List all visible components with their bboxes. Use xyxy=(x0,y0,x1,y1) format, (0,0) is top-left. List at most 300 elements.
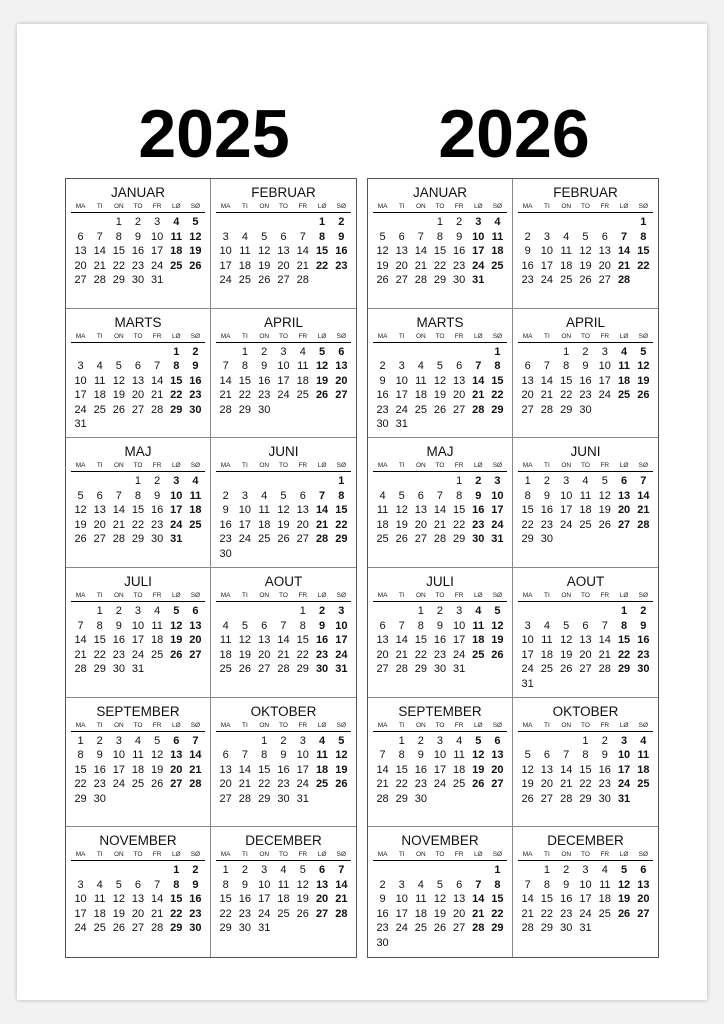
day-cell: 17 xyxy=(540,259,554,272)
weekday-label: TO xyxy=(435,592,445,599)
day-cell: 22 xyxy=(238,389,252,402)
empty-day-cell xyxy=(392,863,411,878)
weekday-label: TO xyxy=(581,851,590,859)
day-cell: 6 xyxy=(134,878,142,891)
week-row xyxy=(373,345,507,360)
day-cell: 6 xyxy=(319,864,326,877)
weekday-label: FR xyxy=(454,592,464,599)
weekday-label: MA xyxy=(522,462,533,470)
week-row xyxy=(216,648,351,663)
month-marts-2026 xyxy=(368,309,513,439)
day-cell: 2 xyxy=(640,605,647,617)
day-cell: 2 xyxy=(338,216,345,228)
day-cell: 9 xyxy=(192,360,199,373)
week-row xyxy=(518,345,653,360)
day-cell: 29 xyxy=(219,922,232,935)
weekday-label: SØ xyxy=(336,592,347,599)
weekday-label: TI xyxy=(544,462,550,470)
day-cell: 13 xyxy=(395,245,408,257)
week-row xyxy=(216,230,351,245)
weekday-label: TI xyxy=(242,203,248,210)
empty-day-cell xyxy=(167,792,186,807)
week-row xyxy=(373,244,507,259)
weekday-label: TO xyxy=(133,203,143,210)
weekday-label: TO xyxy=(133,851,143,859)
month-name: JUNI xyxy=(570,444,601,460)
day-cell: 12 xyxy=(112,374,125,387)
empty-day-cell xyxy=(186,273,205,288)
day-cell: 1 xyxy=(621,605,628,617)
weekday-label: SØ xyxy=(336,851,347,859)
day-cell: 5 xyxy=(601,475,608,488)
weekday-label: MA xyxy=(522,203,533,210)
day-cell: 3 xyxy=(475,216,482,228)
day-cell: 24 xyxy=(472,259,485,272)
day-cell: 25 xyxy=(189,518,202,531)
week-row xyxy=(216,604,351,619)
day-cell: 28 xyxy=(472,403,485,416)
day-cell: 15 xyxy=(540,893,554,906)
week-row xyxy=(373,648,507,663)
weekday-label: MA xyxy=(377,332,388,340)
week-row xyxy=(518,878,653,893)
weekday-label: TO xyxy=(133,462,143,470)
day-cell: 20 xyxy=(598,259,611,272)
day-cell: 11 xyxy=(415,374,427,387)
weekday-header xyxy=(373,462,507,472)
day-cell: 23 xyxy=(131,259,145,272)
day-cell: 26 xyxy=(560,663,573,675)
day-cell: 8 xyxy=(494,878,501,891)
day-cell: 28 xyxy=(238,792,252,805)
day-cell: 10 xyxy=(395,374,408,387)
day-cell: 8 xyxy=(494,360,501,373)
day-cell: 30 xyxy=(540,533,554,546)
day-cell: 5 xyxy=(563,619,570,632)
day-cell: 16 xyxy=(579,374,592,387)
day-cell: 24 xyxy=(219,274,232,286)
day-cell: 4 xyxy=(543,619,550,632)
empty-day-cell xyxy=(71,215,90,230)
week-row xyxy=(518,604,653,619)
day-cell: 25 xyxy=(579,518,592,531)
empty-day-cell xyxy=(128,863,147,878)
day-cell: 10 xyxy=(296,749,309,762)
week-row xyxy=(71,503,205,518)
weekday-label: SØ xyxy=(638,203,649,210)
day-cell: 28 xyxy=(414,274,427,286)
month-name: MARTS xyxy=(416,314,464,330)
day-cell: 2 xyxy=(582,345,589,358)
day-cell: 23 xyxy=(238,907,252,920)
empty-day-cell xyxy=(71,863,90,878)
day-cell: 2 xyxy=(417,734,424,747)
day-cell: 15 xyxy=(219,893,232,906)
day-cell: 7 xyxy=(77,619,84,632)
day-cell: 6 xyxy=(379,619,386,632)
day-cell: 13 xyxy=(277,245,290,257)
week-row xyxy=(71,532,205,547)
day-cell: 21 xyxy=(93,259,106,272)
day-cell: 14 xyxy=(617,245,631,257)
day-cell: 11 xyxy=(297,360,309,373)
month-name: MAJ xyxy=(124,444,152,460)
day-cell: 25 xyxy=(258,533,271,546)
day-cell: 26 xyxy=(491,648,504,661)
day-cell: 21 xyxy=(472,389,485,402)
day-cell: 9 xyxy=(640,619,647,632)
day-cell: 8 xyxy=(319,230,326,243)
weekday-label: FR xyxy=(454,203,464,210)
day-cell: 8 xyxy=(77,749,84,762)
day-cell: 20 xyxy=(296,518,309,531)
day-cell: 23 xyxy=(93,778,106,791)
empty-day-cell xyxy=(392,936,411,951)
day-cell: 12 xyxy=(376,245,389,257)
day-cell: 22 xyxy=(491,389,504,402)
day-cell: 1 xyxy=(563,345,570,358)
empty-day-cell xyxy=(148,863,167,878)
weekday-label: SØ xyxy=(638,592,649,599)
day-cell: 16 xyxy=(376,907,389,920)
month-januar-2025 xyxy=(66,179,211,309)
empty-day-cell xyxy=(450,792,469,807)
day-cell: 31 xyxy=(151,274,164,286)
weekday-label: TI xyxy=(544,332,550,340)
day-cell: 21 xyxy=(395,648,408,661)
day-cell: 21 xyxy=(277,648,290,661)
day-cell: 27 xyxy=(540,792,554,805)
day-cell: 1 xyxy=(134,475,142,488)
weekday-label: SØ xyxy=(492,462,503,470)
weekday-label: TO xyxy=(581,332,590,340)
week-row xyxy=(71,417,205,432)
week-row xyxy=(216,273,351,288)
day-cell: 24 xyxy=(579,907,592,920)
week-row xyxy=(518,503,653,518)
week-row xyxy=(373,921,507,936)
weekday-label: LØ xyxy=(171,721,181,729)
day-cell: 10 xyxy=(560,489,573,502)
weekday-header xyxy=(216,333,351,343)
week-row xyxy=(373,273,507,288)
day-cell: 8 xyxy=(436,230,444,243)
day-cell: 7 xyxy=(398,619,405,632)
day-cell: 4 xyxy=(280,864,287,877)
day-cell: 23 xyxy=(637,648,650,661)
day-cell: 28 xyxy=(376,792,389,805)
weekday-label: TI xyxy=(96,203,103,210)
empty-day-cell xyxy=(595,921,614,936)
day-cell: 12 xyxy=(433,374,447,387)
day-cell: 22 xyxy=(637,259,650,272)
day-cell: 1 xyxy=(77,734,84,747)
day-cell: 23 xyxy=(112,648,125,661)
day-cell: 1 xyxy=(173,864,180,877)
weekday-label: SØ xyxy=(492,851,503,859)
day-cell: 26 xyxy=(258,274,271,286)
day-cell: 19 xyxy=(238,648,252,661)
day-cell: 27 xyxy=(219,792,232,805)
weekday-label: TI xyxy=(398,721,405,729)
day-cell: 6 xyxy=(456,360,463,373)
day-cell: 7 xyxy=(299,230,306,243)
empty-day-cell xyxy=(216,604,235,619)
weekday-header xyxy=(373,592,507,602)
weekday-label: LØ xyxy=(317,592,327,599)
day-cell: 8 xyxy=(96,619,103,632)
day-cell: 30 xyxy=(189,922,202,935)
week-row xyxy=(518,273,653,288)
day-cell: 20 xyxy=(453,907,466,920)
month-name: JANUAR xyxy=(110,185,165,200)
week-row xyxy=(216,547,351,562)
day-cell: 6 xyxy=(261,619,268,632)
week-row xyxy=(518,892,653,907)
weekday-label: MA xyxy=(75,592,86,599)
weekday-label: MA xyxy=(522,721,533,729)
weekday-label: TI xyxy=(398,592,405,599)
day-cell: 25 xyxy=(414,922,427,935)
day-cell: 2 xyxy=(436,605,444,617)
day-cell: 14 xyxy=(472,893,485,906)
week-row xyxy=(216,359,351,374)
week-row xyxy=(71,748,205,763)
day-cell: 20 xyxy=(637,893,650,906)
empty-day-cell xyxy=(430,474,449,489)
empty-day-cell xyxy=(614,921,633,936)
week-row xyxy=(518,474,653,489)
week-row xyxy=(71,345,205,360)
day-cell: 2 xyxy=(379,878,386,891)
day-cell: 17 xyxy=(491,504,504,517)
day-cell: 15 xyxy=(296,634,309,646)
weekday-label: SØ xyxy=(492,592,503,599)
day-cell: 29 xyxy=(491,922,504,935)
day-cell: 10 xyxy=(74,374,87,387)
day-cell: 5 xyxy=(280,489,287,502)
month-maj-2025 xyxy=(66,438,211,568)
day-cell: 12 xyxy=(315,360,329,373)
weekday-label: FR xyxy=(454,851,464,859)
empty-day-cell xyxy=(488,936,507,951)
day-cell: 29 xyxy=(170,403,183,416)
weekday-label: ON xyxy=(561,721,572,729)
day-cell: 23 xyxy=(453,259,466,272)
day-cell: 10 xyxy=(170,489,183,502)
week-row xyxy=(71,648,205,663)
day-cell: 15 xyxy=(170,374,183,387)
day-cell: 29 xyxy=(131,533,145,546)
day-cell: 11 xyxy=(618,360,630,373)
day-cell: 12 xyxy=(112,893,125,906)
day-cell: 10 xyxy=(335,619,348,632)
weekday-label: LØ xyxy=(473,721,483,729)
empty-day-cell xyxy=(595,403,614,418)
week-row xyxy=(518,792,653,807)
weekday-label: LØ xyxy=(619,462,629,470)
week-row xyxy=(71,230,205,245)
day-cell: 10 xyxy=(472,230,485,243)
weekday-label: ON xyxy=(561,203,572,210)
week-row xyxy=(373,633,507,648)
day-cell: 6 xyxy=(77,230,84,243)
day-cell: 15 xyxy=(491,893,504,906)
weekday-label: FR xyxy=(298,462,308,470)
weekday-label: TO xyxy=(581,592,590,599)
day-cell: 11 xyxy=(277,878,290,891)
month-oktober-2025 xyxy=(211,698,356,828)
day-cell: 13 xyxy=(258,634,271,646)
weekday-label: SØ xyxy=(638,721,649,729)
week-row xyxy=(71,489,205,504)
day-cell: 9 xyxy=(475,489,482,502)
empty-day-cell xyxy=(557,532,576,547)
day-cell: 3 xyxy=(241,489,248,502)
empty-day-cell xyxy=(71,345,90,360)
day-cell: 23 xyxy=(277,778,290,791)
day-cell: 4 xyxy=(379,489,386,502)
day-cell: 21 xyxy=(598,648,611,661)
day-cell: 18 xyxy=(560,259,573,272)
day-cell: 24 xyxy=(560,518,573,531)
day-cell: 16 xyxy=(277,763,290,776)
empty-day-cell xyxy=(595,532,614,547)
empty-day-cell xyxy=(235,547,254,562)
empty-day-cell xyxy=(518,734,537,749)
day-cell: 24 xyxy=(491,518,504,531)
day-cell: 26 xyxy=(598,518,611,531)
weekday-header xyxy=(518,462,653,472)
day-cell: 4 xyxy=(417,878,424,891)
empty-day-cell xyxy=(469,417,488,432)
day-cell: 16 xyxy=(315,634,329,646)
day-cell: 18 xyxy=(637,763,650,776)
weekday-label: SØ xyxy=(638,462,649,470)
weekday-header xyxy=(71,592,205,602)
month-name: SEPTEMBER xyxy=(96,703,180,719)
day-cell: 13 xyxy=(131,893,145,906)
day-cell: 17 xyxy=(472,245,485,257)
day-cell: 23 xyxy=(579,389,592,402)
day-cell: 29 xyxy=(335,533,348,546)
weekday-label: SØ xyxy=(190,721,201,729)
day-cell: 24 xyxy=(112,778,125,791)
day-cell: 25 xyxy=(491,259,504,272)
day-cell: 7 xyxy=(601,619,608,632)
day-cell: 5 xyxy=(436,360,444,373)
day-cell: 19 xyxy=(472,763,485,776)
day-cell: 5 xyxy=(379,230,386,243)
day-cell: 23 xyxy=(189,907,202,920)
day-cell: 3 xyxy=(154,216,161,228)
day-cell: 18 xyxy=(414,389,427,402)
weekday-label: TO xyxy=(435,721,445,729)
day-cell: 7 xyxy=(621,230,628,243)
weekday-label: TI xyxy=(96,851,103,859)
day-cell: 2 xyxy=(222,489,229,502)
day-cell: 16 xyxy=(238,893,252,906)
day-cell: 23 xyxy=(376,403,389,416)
empty-day-cell xyxy=(293,921,312,936)
day-cell: 28 xyxy=(189,778,202,791)
day-cell: 16 xyxy=(540,504,554,517)
day-cell: 27 xyxy=(453,403,466,416)
day-cell: 11 xyxy=(453,749,465,762)
day-cell: 18 xyxy=(376,518,389,531)
empty-day-cell xyxy=(518,863,537,878)
week-row xyxy=(373,892,507,907)
day-cell: 17 xyxy=(335,634,348,646)
day-cell: 9 xyxy=(192,878,199,891)
day-cell: 8 xyxy=(398,749,405,762)
day-cell: 7 xyxy=(338,864,345,877)
empty-day-cell xyxy=(557,677,576,692)
week-row xyxy=(518,532,653,547)
day-cell: 17 xyxy=(598,374,611,387)
day-cell: 7 xyxy=(192,734,199,747)
day-cell: 28 xyxy=(93,274,106,286)
day-cell: 2 xyxy=(601,734,608,747)
day-cell: 2 xyxy=(115,605,122,617)
weekday-header xyxy=(373,722,507,732)
weekday-header xyxy=(518,722,653,732)
day-cell: 13 xyxy=(521,374,534,387)
day-cell: 30 xyxy=(112,663,125,675)
empty-day-cell xyxy=(312,547,331,562)
day-cell: 30 xyxy=(453,274,466,286)
month-name: JULI xyxy=(124,574,152,589)
day-cell: 3 xyxy=(563,475,570,488)
empty-day-cell xyxy=(128,345,147,360)
day-cell: 23 xyxy=(335,259,348,272)
day-cell: 11 xyxy=(637,749,650,762)
empty-day-cell xyxy=(167,417,186,432)
day-cell: 5 xyxy=(115,360,122,373)
empty-day-cell xyxy=(186,417,205,432)
week-row xyxy=(71,403,205,418)
empty-day-cell xyxy=(614,677,633,692)
day-cell: 3 xyxy=(299,734,306,747)
day-cell: 30 xyxy=(315,663,329,675)
day-cell: 17 xyxy=(74,907,87,920)
week-row xyxy=(71,273,205,288)
day-cell: 22 xyxy=(296,648,309,661)
day-cell: 25 xyxy=(598,907,611,920)
weekday-label: LØ xyxy=(619,721,629,729)
day-cell: 26 xyxy=(74,533,87,546)
day-cell: 2 xyxy=(241,864,248,877)
day-cell: 2 xyxy=(96,734,103,747)
day-cell: 19 xyxy=(617,893,631,906)
empty-day-cell xyxy=(430,792,449,807)
week-row xyxy=(216,532,351,547)
weekday-header xyxy=(216,592,351,602)
day-cell: 13 xyxy=(296,504,309,517)
weekday-label: FR xyxy=(454,332,464,340)
year-title-2026: 2026 xyxy=(438,96,590,172)
weekday-label: TI xyxy=(544,851,550,859)
day-cell: 26 xyxy=(521,792,534,805)
empty-day-cell xyxy=(312,273,331,288)
day-cell: 3 xyxy=(601,345,608,358)
empty-day-cell xyxy=(148,662,167,677)
week-row xyxy=(216,503,351,518)
day-cell: 6 xyxy=(621,475,628,488)
day-cell: 16 xyxy=(560,893,573,906)
weekday-label: TI xyxy=(96,462,103,470)
day-cell: 14 xyxy=(93,245,106,257)
